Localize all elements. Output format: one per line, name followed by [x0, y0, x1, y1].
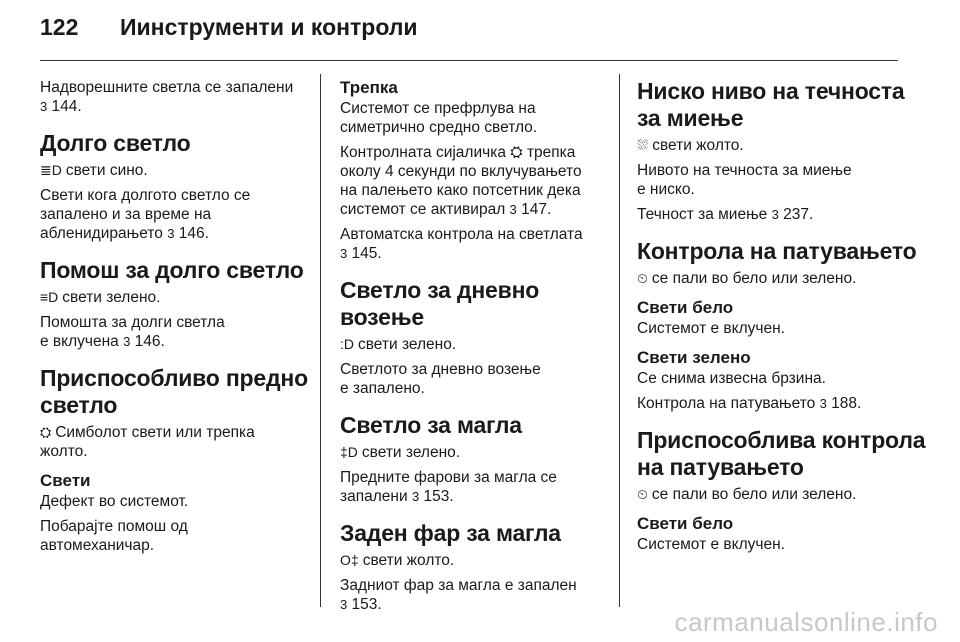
indicator-line: ⛭ Симболот свети или трепка жолто. — [40, 424, 255, 460]
section-heading: Заден фар за магла — [340, 520, 561, 546]
column-1 — [40, 78, 312, 561]
body-paragraph: Задниот фар за магла е запален 3 153. — [340, 577, 577, 613]
column-divider-2 — [619, 74, 620, 607]
intro-paragraph: Надворешните светла се запалени 3 144. — [40, 79, 294, 115]
section-heading: Ниско ниво на течноста за миење — [637, 78, 905, 131]
adaptive-light-icon: ⛭ — [40, 424, 52, 440]
body-paragraph: Системот е вклучен. — [637, 320, 785, 337]
body-paragraph: Помошта за долги светла е вклучена 3 146. — [40, 314, 225, 350]
column-2 — [340, 78, 610, 620]
indicator-line: ≡D свети зелено. — [40, 289, 161, 306]
column-3 — [637, 78, 927, 560]
body-paragraph: Се снима извесна брзина. — [637, 370, 826, 387]
xref-arrow-icon: 3 — [771, 207, 779, 222]
rear-fog-light-icon: O‡ — [340, 552, 359, 568]
xref-arrow-icon: 3 — [509, 202, 517, 217]
indicator-line: ≣D свети сино. — [40, 162, 148, 179]
xref-link[interactable]: 188. — [831, 395, 862, 412]
subsection-heading: Трепка — [340, 78, 398, 97]
washer-fluid-icon: ⛆ — [637, 137, 649, 153]
body-paragraph: Контролната сијаличка ⛭ трепка околу 4 секунди по вклучувањето на палењето како потсетник дека системот се активирал 3 147. — [340, 144, 582, 218]
xref-link[interactable]: 153. — [423, 488, 454, 505]
indicator-line: ⛆ свети жолто. — [637, 137, 744, 154]
body-paragraph: Системот е вклучен. — [637, 536, 785, 553]
section-heading: Светло за магла — [340, 412, 522, 438]
body-paragraph: Дефект во системот. — [40, 493, 189, 510]
section-heading: Долго светло — [40, 130, 191, 156]
body-paragraph: Свети кога долгото светло се запалено и за време на абленидирањето 3 146. — [40, 187, 251, 242]
xref-link[interactable]: 147. — [521, 201, 552, 218]
subsection-heading: Свети бело — [637, 298, 734, 317]
body-paragraph: Контрола на патувањето 3 188. — [637, 395, 862, 412]
xref-link[interactable]: 153. — [351, 596, 382, 613]
body-paragraph: Нивото на течноста за миење е ниско. — [637, 162, 852, 198]
page-title: Иинструменти и контроли — [120, 14, 418, 40]
section-heading: Контрола на патувањето — [637, 238, 917, 264]
xref-link[interactable]: 237. — [783, 206, 814, 223]
page-number: 122 — [40, 14, 79, 40]
body-paragraph: Автоматска контрола на светлата 3 145. — [340, 226, 583, 262]
high-beam-icon: ≣D — [40, 162, 62, 178]
xref-arrow-icon: 3 — [819, 396, 827, 411]
xref-arrow-icon: 3 — [40, 99, 48, 114]
section-heading: Помош за долго светло — [40, 257, 304, 283]
subsection-heading: Свети бело — [637, 514, 734, 533]
subsection-heading: Свети — [40, 471, 91, 490]
header-rule — [40, 60, 898, 61]
section-heading: Приспособливо предно светло — [40, 365, 308, 418]
xref-arrow-icon: 3 — [123, 334, 131, 349]
xref-arrow-icon: 3 — [340, 597, 348, 612]
xref-link[interactable]: 146. — [134, 333, 165, 350]
indicator-line: ⏲ се пали во бело или зелено. — [637, 486, 857, 503]
cruise-control-icon: ⏲ — [637, 270, 648, 286]
daytime-light-icon: :D — [340, 336, 354, 352]
body-paragraph: Течност за миење 3 237. — [637, 206, 814, 223]
xref-arrow-icon: 3 — [411, 489, 420, 504]
body-paragraph: Системот се префрлува на симетрично средно светло. — [340, 100, 538, 136]
body-paragraph: Предните фарови за магла се запалени 3 153. — [340, 469, 557, 505]
watermark: carmanualsonline.info — [674, 607, 938, 637]
section-heading: Приспособлива контрола на патувањето — [637, 427, 926, 480]
column-divider-1 — [320, 74, 321, 607]
subsection-heading: Свети зелено — [637, 348, 751, 367]
indicator-line: O‡ свети жолто. — [340, 552, 455, 569]
xref-link[interactable]: 144. — [51, 98, 82, 115]
indicator-line: ⏲ се пали во бело или зелено. — [637, 270, 857, 287]
xref-arrow-icon: 3 — [340, 246, 348, 261]
body-paragraph: Светлото за дневно возење е запалено. — [340, 361, 541, 397]
adaptive-cruise-control-icon: ⏲ — [637, 486, 648, 502]
body-paragraph: Побарајте помош од автомеханичар. — [40, 518, 188, 554]
fog-light-icon: ‡D — [340, 444, 358, 460]
indicator-line: ‡D свети зелено. — [340, 444, 461, 461]
xref-arrow-icon: 3 — [167, 226, 175, 241]
section-heading: Светло за дневно возење — [340, 277, 540, 330]
xref-link[interactable]: 146. — [178, 225, 209, 242]
indicator-line: :D свети зелено. — [340, 336, 457, 353]
high-beam-assist-icon: ≡D — [40, 289, 59, 305]
xref-link[interactable]: 145. — [351, 245, 382, 262]
